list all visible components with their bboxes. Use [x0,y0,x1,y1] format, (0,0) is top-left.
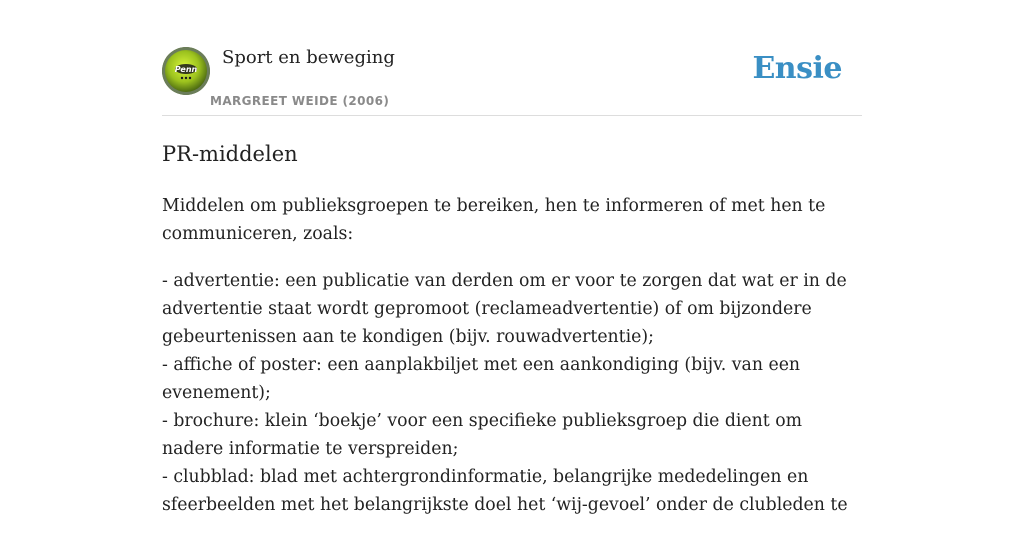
author-byline: MARGREET WEIDE (2006) [210,94,390,108]
svg-text:Penn: Penn [174,65,198,74]
list-item: - brochure: klein ‘boekje’ voor een specifieke publieksgroep die dient om nadere informatie te verspreiden; [162,411,802,459]
header [162,0,862,116]
entry-title: PR-middelen [162,142,298,166]
list-item: - clubblad: blad met achtergrondinformatie, belangrijke mededelingen en sfeerbeelden met het belangrijkste doel het ‘wij-gevoel’ onder de clubleden te [162,467,848,515]
book-title[interactable]: Sport en beweging [222,47,395,68]
list-item: - advertentie: een publicatie van derden om er voor te zorgen dat wat er in de advertentie staat wordt gepromoot (reclameadvertentie) of om bijzondere gebeurtenissen aan te kondigen (bijv. rouwadvertentie); [162,271,847,347]
ensie-logo[interactable]: Ensie [752,51,842,86]
entry-list [162,267,862,519]
page [162,0,862,515]
entry-body [162,192,862,538]
entry-intro: Middelen om publieksgroepen te bereiken, hen te informeren of met hen te communiceren, zoals: [162,196,826,244]
list-item: - affiche of poster: een aanplakbiljet met een aankondiging (bijv. van een evenement); [162,355,801,403]
tennis-ball-icon[interactable] [162,47,210,95]
